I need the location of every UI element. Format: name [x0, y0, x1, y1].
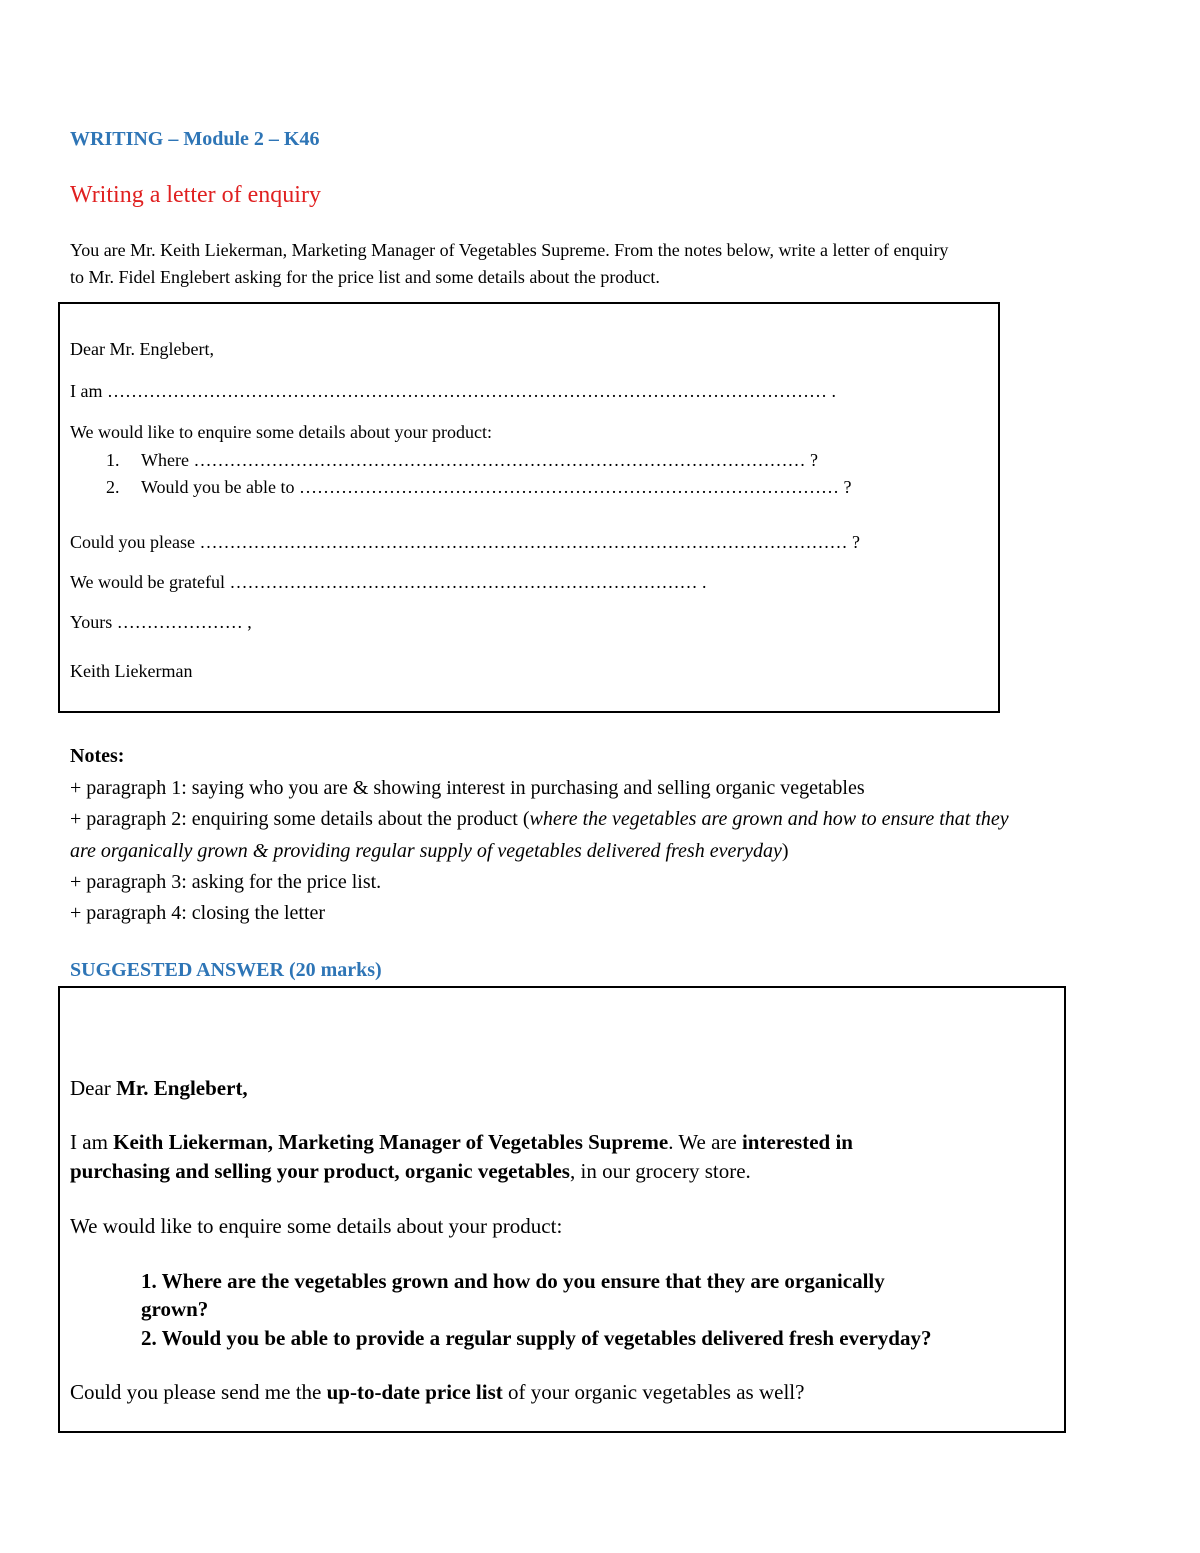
- answer-question-1-line-2: grown?: [141, 1297, 209, 1321]
- notes-p2-italic-b: are organically grown & providing regular supply of vegetables delivered fresh everyday: [70, 840, 782, 862]
- answer-price-bold: up-to-date price list: [326, 1380, 503, 1404]
- answer-p1-mid: . We are: [668, 1130, 742, 1154]
- instructions-line-2: to Mr. Fidel Englebert asking for the price list and some details about the product.: [70, 267, 660, 287]
- suggested-answer-heading: SUGGESTED ANSWER (20 marks): [70, 959, 382, 981]
- template-yours: Yours ………………… ,: [70, 612, 252, 632]
- module-title: WRITING – Module 2 – K46: [70, 128, 320, 150]
- answer-price-plain-1: Could you please send me the: [70, 1380, 327, 1404]
- answer-enquire-intro: We would like to enquire some details about your product:: [70, 1214, 563, 1238]
- template-i-am: I am ………………………………………………………………………………………………………… .: [70, 381, 836, 401]
- answer-paragraph-1-line-1: [70, 1130, 853, 1155]
- template-item-1: Where ………………………………………………………………………………………… ?: [141, 450, 818, 470]
- notes-p2-plain: + paragraph 2: enquiring some details about the product (: [70, 808, 530, 830]
- answer-price-list-request: [70, 1380, 804, 1405]
- notes-paragraph-2-line-2: [70, 840, 789, 863]
- notes-p2-italic-a: where the vegetables are grown and how to ensure that they: [529, 808, 1009, 830]
- answer-p1-end: , in our grocery store.: [569, 1159, 751, 1183]
- template-grateful: We would be grateful …………………………………………………………………… .: [70, 572, 707, 592]
- template-signature: Keith Liekerman: [70, 661, 193, 681]
- template-item-2: Would you be able to ……………………………………………………………………………… ?: [141, 477, 852, 497]
- answer-question-2: 2. Would you be able to provide a regular supply of vegetables delivered fresh everyday?: [141, 1326, 932, 1350]
- template-could-you: Could you please ……………………………………………………………………………………………… ?: [70, 532, 860, 552]
- suggested-answer-box: [58, 986, 1066, 1433]
- notes-paragraph-3: + paragraph 3: asking for the price list.: [70, 871, 382, 893]
- template-greeting: Dear Mr. Englebert,: [70, 339, 214, 359]
- answer-price-plain-2: of your organic vegetables as well?: [502, 1380, 805, 1404]
- answer-paragraph-1-line-2: [70, 1159, 751, 1184]
- template-enquire-intro: We would like to enquire some details about your product:: [70, 422, 492, 442]
- answer-p1-i-am: I am: [70, 1130, 114, 1154]
- notes-heading: Notes:: [70, 745, 125, 767]
- instructions-line-1: You are Mr. Keith Liekerman, Marketing Manager of Vegetables Supreme. From the notes below, write a letter of enquiry: [70, 240, 949, 260]
- answer-p1-name-title: Keith Liekerman, Marketing Manager of Vegetables Supreme: [113, 1130, 669, 1154]
- notes-paragraph-2-line-1: [70, 808, 1009, 831]
- template-item-1-number: 1.: [106, 450, 120, 470]
- notes-paragraph-1: + paragraph 1: saying who you are & showing interest in purchasing and selling organic vegetables: [70, 777, 865, 799]
- task-title: Writing a letter of enquiry: [70, 182, 321, 208]
- answer-p1-purchasing: purchasing and selling your product, organic vegetables: [70, 1159, 570, 1183]
- answer-question-1-line-1: 1. Where are the vegetables grown and how do you ensure that they are organically: [141, 1269, 885, 1293]
- answer-p1-interested: interested in: [741, 1130, 853, 1154]
- notes-paragraph-4: + paragraph 4: closing the letter: [70, 902, 326, 924]
- letter-template-box: [58, 302, 1000, 713]
- notes-p2-close: ): [781, 840, 789, 862]
- answer-greeting-plain: Dear: [70, 1076, 117, 1100]
- answer-greeting: [70, 1076, 248, 1101]
- template-item-2-number: 2.: [106, 477, 120, 497]
- answer-greeting-name: Mr. Englebert,: [116, 1076, 248, 1100]
